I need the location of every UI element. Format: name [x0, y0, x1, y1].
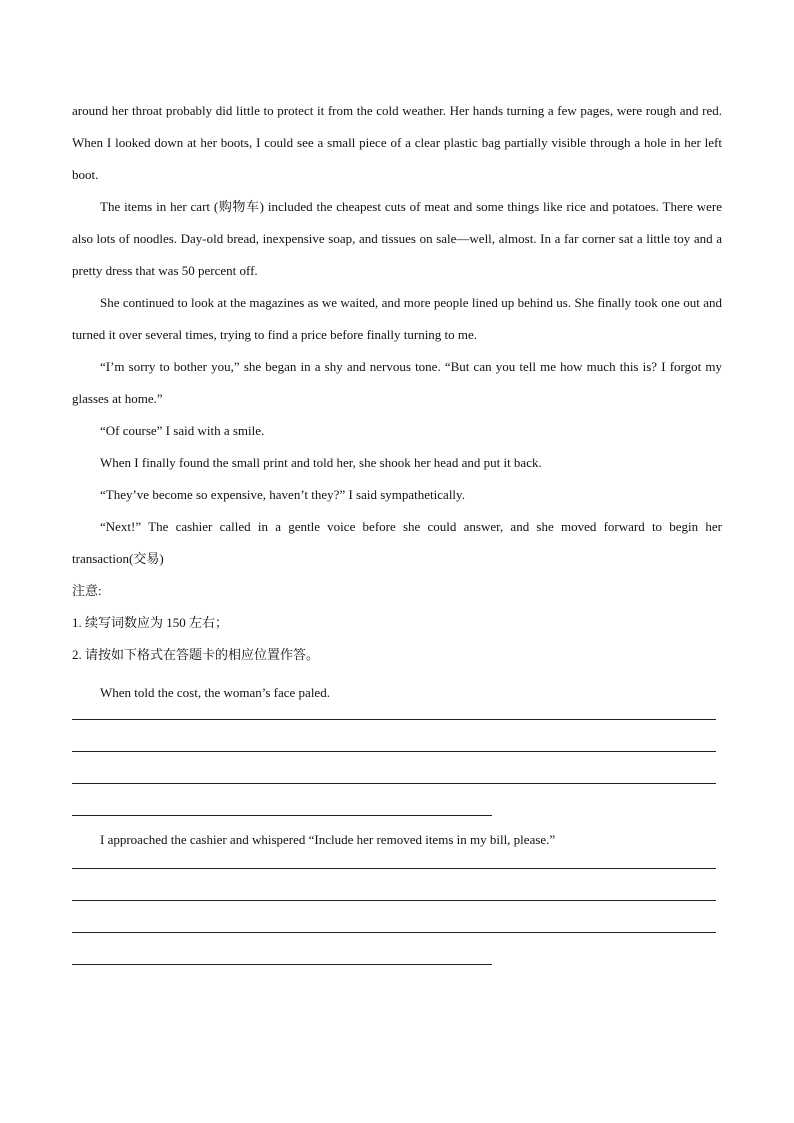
answer-line[interactable] — [72, 900, 716, 901]
paragraph-5: “Of course” I said with a smile. — [100, 423, 265, 438]
answer-lines-1 — [72, 719, 722, 816]
answer-line[interactable] — [72, 719, 716, 720]
starter-sentence-2: I approached the cashier and whispered “Include her removed items in my bill, please.” — [100, 832, 556, 847]
starter-sentence-1: When told the cost, the woman’s face paled. — [100, 685, 330, 700]
paragraph-3: She continued to look at the magazines as we waited, and more people lined up behind us. She finally took one out and turned it over several times, trying to find a price before finally turning to me. — [72, 295, 722, 342]
paragraph-7: “They’ve become so expensive, haven’t they?” I said sympathetically. — [100, 487, 465, 502]
paragraph-1: around her throat probably did little to protect it from the cold weather. Her hands turning a few pages, were rough and red. When I looked down at her boots, I could see a small piece of a clear plastic bag partially visible through a hole in her left boot. — [72, 103, 722, 182]
answer-line[interactable] — [72, 751, 716, 752]
page-content — [72, 95, 722, 965]
answer-line[interactable] — [72, 932, 716, 933]
answer-line[interactable] — [72, 815, 492, 816]
answer-line[interactable] — [72, 868, 716, 869]
paragraph-4: “I’m sorry to bother you,” she began in a shy and nervous tone. “But can you tell me how much this is? I forgot my glasses at home.” — [72, 359, 722, 406]
paragraph-6: When I finally found the small print and told her, she shook her head and put it back. — [100, 455, 542, 470]
answer-lines-2 — [72, 868, 722, 965]
notes-heading: 注意: — [72, 583, 102, 598]
answer-line[interactable] — [72, 783, 716, 784]
answer-line[interactable] — [72, 964, 492, 965]
paragraph-8: “Next!” The cashier called in a gentle voice before she could answer, and she moved forward to begin her transaction(交易) — [72, 519, 722, 566]
paragraph-2: The items in her cart (购物车) included the cheapest cuts of meat and some things like rice and potatoes. There were also lots of noodles. Day-old bread, inexpensive soap, and tissues on sale—well, almost. In a far corner sat a little toy and a pretty dress that was 50 percent off. — [72, 199, 722, 278]
note-item-1: 1. 续写词数应为 150 左右； — [72, 615, 229, 630]
note-item-2: 2. 请按如下格式在答题卡的相应位置作答。 — [72, 647, 320, 662]
